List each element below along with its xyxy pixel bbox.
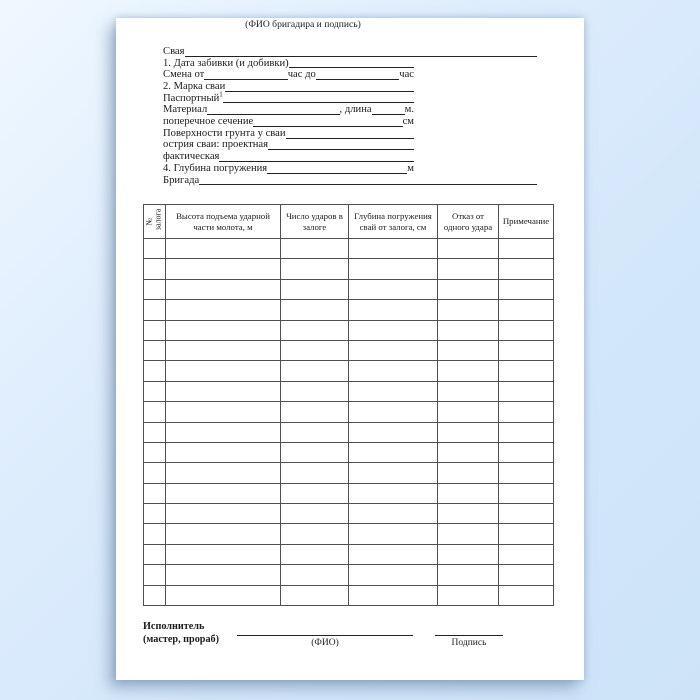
table-header-row — [144, 205, 554, 239]
blank-underline — [267, 163, 407, 174]
form-line-label: 2. Марка сваи — [163, 81, 226, 93]
empty-table-cell — [349, 524, 438, 544]
table-row — [144, 402, 554, 422]
blank-underline — [199, 175, 537, 186]
empty-table-cell — [438, 320, 499, 340]
empty-table-cell — [499, 300, 554, 320]
blank-underline — [204, 69, 287, 80]
form-line-passport — [163, 90, 414, 105]
table-row — [144, 483, 554, 503]
empty-table-cell — [281, 279, 349, 299]
column-header-4: Глубина погружения свай от залога, см — [349, 205, 438, 239]
table-row — [144, 544, 554, 564]
empty-table-cell — [499, 361, 554, 381]
empty-table-cell — [144, 361, 166, 381]
document-page — [116, 18, 584, 680]
form-line-shift — [163, 69, 414, 81]
empty-table-cell — [281, 361, 349, 381]
blank-underline — [316, 69, 399, 80]
table-row — [144, 259, 554, 279]
table-row — [144, 422, 554, 442]
executor-subtitle: (мастер, прораб) — [143, 633, 220, 645]
form-line-label: Материал — [163, 104, 208, 116]
empty-table-cell — [438, 483, 499, 503]
empty-table-cell — [349, 239, 438, 259]
empty-table-cell — [281, 320, 349, 340]
blank-underline — [253, 116, 402, 127]
empty-table-cell — [499, 565, 554, 585]
empty-table-cell — [349, 361, 438, 381]
empty-table-cell — [281, 585, 349, 605]
table-row — [144, 361, 554, 381]
form-line-material — [163, 104, 414, 116]
empty-table-cell — [144, 259, 166, 279]
form-line-pile-tip-design — [163, 140, 414, 152]
empty-table-cell — [499, 544, 554, 564]
table-row — [144, 463, 554, 483]
empty-table-cell — [499, 442, 554, 462]
empty-table-cell — [144, 279, 166, 299]
empty-table-cell — [281, 442, 349, 462]
executor-title: Исполнитель — [143, 621, 205, 632]
table-row — [144, 239, 554, 259]
empty-table-cell — [166, 524, 281, 544]
empty-table-cell — [349, 279, 438, 299]
empty-table-cell — [349, 259, 438, 279]
table-row — [144, 340, 554, 360]
form-line-label: Паспортный$^1$ — [163, 90, 223, 104]
blank-underline — [286, 128, 414, 139]
empty-table-cell — [166, 239, 281, 259]
empty-table-cell — [166, 279, 281, 299]
empty-table-cell — [438, 544, 499, 564]
empty-table-cell — [438, 422, 499, 442]
empty-table-cell — [166, 361, 281, 381]
table-row — [144, 320, 554, 340]
empty-table-cell — [166, 259, 281, 279]
empty-table-cell — [438, 239, 499, 259]
blank-underline — [219, 151, 414, 162]
empty-table-cell — [349, 463, 438, 483]
empty-table-cell — [499, 259, 554, 279]
empty-table-cell — [144, 565, 166, 585]
executor-label — [143, 621, 219, 646]
empty-table-cell — [438, 585, 499, 605]
form-line-label: Бригада — [163, 174, 200, 186]
empty-table-cell — [281, 544, 349, 564]
empty-table-cell — [144, 442, 166, 462]
fio-blank-line — [237, 635, 413, 636]
empty-table-cell — [349, 565, 438, 585]
empty-table-cell — [438, 361, 499, 381]
empty-table-cell — [438, 300, 499, 320]
form-line-suffix-label: м — [407, 162, 414, 174]
empty-table-cell — [281, 402, 349, 422]
empty-table-cell — [499, 239, 554, 259]
form-line-mid-label: , длина — [339, 104, 372, 116]
empty-table-cell — [438, 524, 499, 544]
fio-caption: (ФИО) — [311, 638, 339, 648]
empty-table-cell — [438, 340, 499, 360]
empty-table-cell — [281, 463, 349, 483]
blank-underline — [207, 104, 339, 115]
form-line-label: Свая — [163, 45, 185, 57]
empty-table-cell — [499, 381, 554, 401]
empty-table-cell — [438, 504, 499, 524]
form-line-label: 4. Глубина погружения — [163, 162, 268, 174]
empty-table-cell — [499, 402, 554, 422]
empty-table-cell — [144, 483, 166, 503]
empty-table-cell — [281, 483, 349, 503]
column-header-5: Отказ от одного удара — [438, 205, 499, 239]
empty-table-cell — [166, 585, 281, 605]
empty-table-cell — [144, 504, 166, 524]
form-line-driving-date — [163, 58, 414, 70]
empty-table-cell — [166, 565, 281, 585]
empty-table-cell — [499, 422, 554, 442]
empty-table-cell — [166, 300, 281, 320]
empty-table-cell — [281, 422, 349, 442]
empty-table-cell — [144, 381, 166, 401]
column-header-2: Высота подъема ударной части молота, м — [166, 205, 281, 239]
empty-table-cell — [349, 300, 438, 320]
form-line-label: Смена от — [163, 69, 205, 81]
blank-underline — [223, 93, 414, 104]
empty-table-cell — [166, 422, 281, 442]
blank-underline — [185, 46, 537, 57]
form-line-brigade — [163, 175, 537, 187]
empty-table-cell — [499, 320, 554, 340]
empty-table-cell — [281, 239, 349, 259]
empty-table-cell — [281, 340, 349, 360]
empty-table-cell — [166, 544, 281, 564]
empty-table-cell — [499, 504, 554, 524]
empty-table-cell — [349, 544, 438, 564]
empty-table-cell — [438, 402, 499, 422]
empty-table-cell — [144, 524, 166, 544]
table-row — [144, 585, 554, 605]
empty-table-cell — [144, 402, 166, 422]
column-header-6: Примечание — [499, 205, 554, 239]
blank-underline — [289, 58, 414, 69]
form-line-immersion-depth — [163, 163, 414, 175]
empty-table-cell — [349, 381, 438, 401]
empty-table-cell — [349, 442, 438, 462]
empty-table-cell — [349, 504, 438, 524]
empty-table-cell — [281, 565, 349, 585]
empty-table-cell — [438, 279, 499, 299]
form-line-suffix-label: см — [402, 116, 414, 128]
footnote-mark: 1 — [219, 90, 223, 99]
empty-table-cell — [438, 259, 499, 279]
empty-table-cell — [349, 320, 438, 340]
form-line-ground-surface — [163, 128, 414, 140]
signature-blank-line — [435, 635, 503, 636]
blank-underline — [372, 104, 405, 115]
empty-table-cell — [144, 340, 166, 360]
signature-caption: Подпись — [451, 638, 487, 648]
table-row — [144, 279, 554, 299]
empty-table-cell — [438, 463, 499, 483]
form-line-label: 1. Дата забивки (и добивки) — [163, 57, 289, 69]
empty-table-cell — [281, 381, 349, 401]
empty-table-cell — [349, 340, 438, 360]
table-row — [144, 524, 554, 544]
empty-table-cell — [349, 402, 438, 422]
form-line-label: поперечное сечение — [163, 116, 254, 128]
form-line-actual — [163, 151, 414, 163]
table-row — [144, 442, 554, 462]
form-line-pile — [163, 46, 537, 58]
empty-table-cell — [166, 463, 281, 483]
table-row — [144, 504, 554, 524]
empty-table-cell — [281, 300, 349, 320]
empty-table-cell — [144, 320, 166, 340]
form-line-cross-section — [163, 116, 414, 128]
empty-table-cell — [166, 504, 281, 524]
empty-table-cell — [499, 279, 554, 299]
empty-table-cell — [166, 381, 281, 401]
empty-table-cell — [349, 585, 438, 605]
empty-table-cell — [166, 320, 281, 340]
empty-table-cell — [438, 565, 499, 585]
empty-table-cell — [166, 483, 281, 503]
empty-table-cell — [144, 239, 166, 259]
empty-table-cell — [144, 585, 166, 605]
column-header-1 — [144, 205, 166, 239]
column-header-3: Число ударов в залоге — [281, 205, 349, 239]
empty-table-cell — [438, 381, 499, 401]
form-line-suffix-label: м. — [404, 104, 414, 116]
empty-table-cell — [499, 340, 554, 360]
empty-table-cell — [144, 463, 166, 483]
pile-driving-log-table — [143, 204, 554, 606]
empty-table-cell — [281, 524, 349, 544]
form-line-mid-label: час до — [287, 69, 316, 81]
brigade-caption: (ФИО бригадира и подпись) — [245, 19, 361, 30]
empty-table-cell — [499, 524, 554, 544]
empty-table-cell — [281, 259, 349, 279]
empty-table-cell — [144, 422, 166, 442]
form-header-section — [163, 46, 537, 186]
empty-table-cell — [499, 463, 554, 483]
empty-table-cell — [438, 442, 499, 462]
empty-table-cell — [499, 585, 554, 605]
blank-underline — [225, 81, 414, 92]
table-row — [144, 300, 554, 320]
blank-underline — [268, 140, 414, 151]
form-line-label: Поверхности грунта у сваи — [163, 127, 286, 139]
empty-table-cell — [144, 544, 166, 564]
form-line-label: фактическая — [163, 151, 220, 163]
empty-table-cell — [349, 483, 438, 503]
empty-table-cell — [166, 442, 281, 462]
rotated-header-text: № залога — [144, 208, 163, 230]
form-line-suffix-label: час — [399, 69, 414, 81]
empty-table-cell — [499, 483, 554, 503]
form-line-label: острия сваи: проектная — [163, 139, 269, 151]
empty-table-cell — [144, 300, 166, 320]
table-row — [144, 381, 554, 401]
empty-table-cell — [166, 402, 281, 422]
empty-table-cell — [166, 340, 281, 360]
empty-table-cell — [281, 504, 349, 524]
table-row — [144, 565, 554, 585]
form-line-pile-mark — [163, 81, 414, 93]
empty-table-cell — [349, 422, 438, 442]
